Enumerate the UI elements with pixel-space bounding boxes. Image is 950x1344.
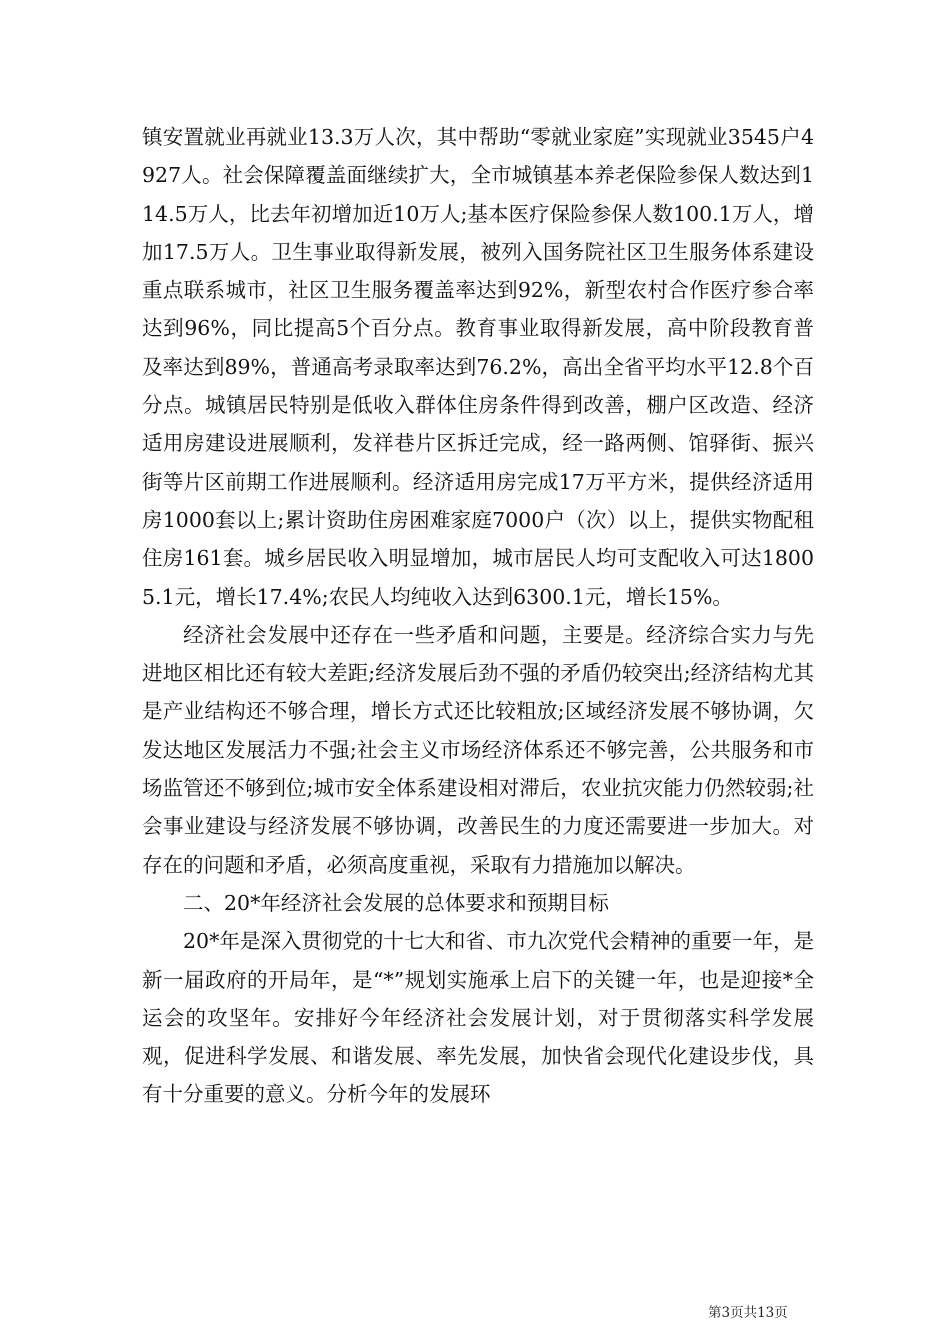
paragraph-employment-welfare: 镇安置就业再就业13.3万人次，其中帮助“零就业家庭”实现就业3545户4927人。社会保障覆盖面继续扩大，全市城镇基本养老保险参保人数达到114.5万人，比去年初增加近10万人;基本医疗保险参保人数100.1万人，增加17.5万人。卫生事业取得新发展，被列入国务院社区卫生服务体系建设重点联系城市，社区卫生服务覆盖率达到92%，新型农村合作医疗参合率达到96%，同比提高5个百分点。教育事业取得新发展，高中阶段教育普及率达到89%，普通高考录取率达到76.2%，高出全省平均水平12.8个百分点。城镇居民特别是低收入群体住房条件得到改善，棚户区改造、经济适用房建设进展顺利，发祥巷片区拆迁完成，经一路两侧、馆驿街、振兴街等片区前期工作进展顺利。经济适用房完成17万平方米，提供经济适用房1000套以上;累计资助住房困难家庭7000户（次）以上，提供实物配租住房161套。城乡居民收入明显增加，城市居民人均可支配收入可达18005.1元，增长17.4%;农民人均纯收入达到6300.1元，增长15%。 bbox=[142, 125, 814, 609]
paragraph-problems: 经济社会发展中还存在一些矛盾和问题，主要是。经济综合实力与先进地区相比还有较大差距;经济发展后劲不强的矛盾仍较突出;经济结构尤其是产业结构还不够合理，增长方式还比较粗放;区域经济发展不够协调，欠发达地区发展活力不强;社会主义市场经济体系还不够完善，公共服务和市场监管还不够到位;城市安全体系建设相对滞后，农业抗灾能力仍然较弱;社会事业建设与经济发展不够协调，改善民生的力度还需要进一步加大。对存在的问题和矛盾，必须高度重视，采取有力措施加以解决。 bbox=[142, 622, 814, 877]
document-body bbox=[142, 118, 814, 1114]
section-heading: 二、20*年经济社会发展的总体要求和预期目标 bbox=[183, 890, 609, 915]
paragraph-annual-goals: 20*年是深入贯彻党的十七大和省、市九次党代会精神的重要一年，是新一届政府的开局年，是“*”规划实施承上启下的关键一年，也是迎接*全运会的攻坚年。安排好今年经济社会发展计划，对于贯彻落实科学发展观，促进科学发展、和谐发展、率先发展，加快省会现代化建设步伐，具有十分重要的意义。分析今年的发展环 bbox=[142, 929, 814, 1107]
page-number: 第3页共13页 bbox=[708, 1305, 788, 1321]
